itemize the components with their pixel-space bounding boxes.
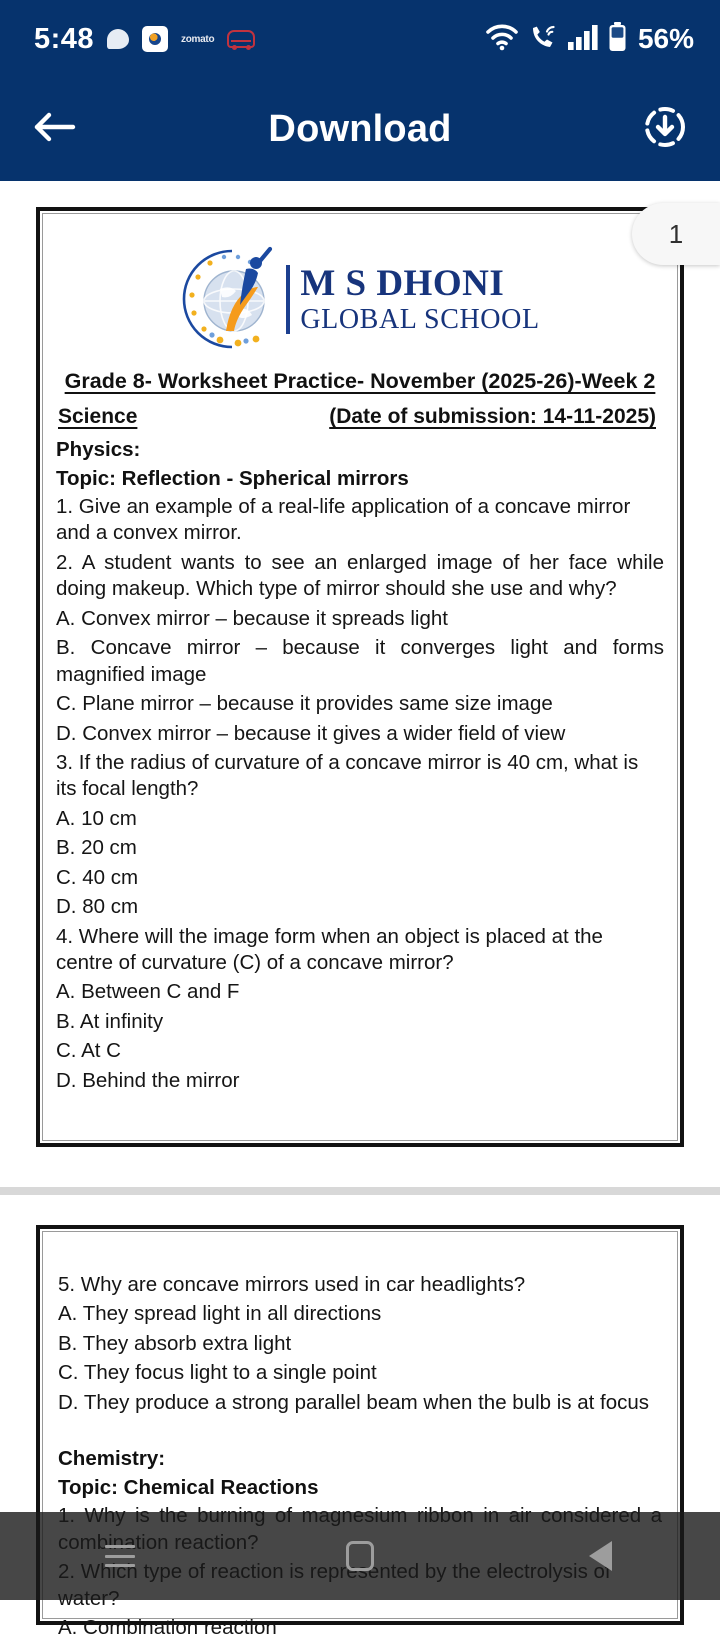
option-item: B. Concave mirror – because it converges light and forms magnified image xyxy=(56,636,664,686)
page-separator xyxy=(0,1187,720,1195)
back-nav-button[interactable] xyxy=(525,1512,675,1600)
question-item: 4. Where will the image form when an object is placed at the centre of curvature (C) of a concave mirror? xyxy=(56,924,603,974)
download-circle-icon xyxy=(641,103,689,156)
wifi-icon xyxy=(485,23,519,56)
option-item: B. They absorb extra light xyxy=(58,1331,292,1355)
question-item: 2. A student wants to see an enlarged image of her face while doing makeup. Which type of mirror should she use and why? xyxy=(56,550,664,601)
option-item: A. They spread light in all directions xyxy=(58,1302,382,1326)
back-arrow-icon xyxy=(31,107,79,152)
recents-button[interactable] xyxy=(45,1512,195,1600)
school-logo-icon xyxy=(180,247,284,351)
status-bar-left xyxy=(34,23,255,56)
app-bar xyxy=(0,78,720,181)
option-item: C. At C xyxy=(56,1039,121,1063)
option-item: A. Convex mirror – because it spreads light xyxy=(56,606,448,630)
option-item: A. Between C and F xyxy=(56,980,240,1004)
question-item: 3. If the radius of curvature of a concave mirror is 40 cm, what is its focal length? xyxy=(56,750,639,801)
battery-percent: 56% xyxy=(637,23,694,54)
option-item: D. Convex mirror – because it gives a wider field of view xyxy=(56,721,566,745)
school-name: M S DHONI xyxy=(300,262,505,304)
status-clock: 5:48 xyxy=(34,22,95,55)
subject-label: Science xyxy=(58,405,138,428)
page-title: Download xyxy=(268,108,452,150)
option-item: B. 20 cm xyxy=(56,836,137,860)
section-topic-physics: Topic: Reflection - Spherical mirrors xyxy=(56,467,409,490)
chat-bubble-icon xyxy=(107,29,129,49)
call-icon xyxy=(528,23,558,56)
recents-icon xyxy=(105,1545,135,1567)
option-item: D. They produce a strong parallel beam when the bulb is at focus xyxy=(58,1390,650,1414)
question-item: 5. Why are concave mirrors used in car headlights? xyxy=(58,1273,526,1296)
option-item: C. They focus light to a single point xyxy=(58,1361,377,1385)
blank-line xyxy=(58,1416,662,1438)
status-bar xyxy=(0,0,720,78)
android-nav-bar xyxy=(0,1512,720,1600)
document-page-1 xyxy=(36,207,684,1147)
option-item: D. Behind the mirror xyxy=(56,1068,240,1092)
option-item: D. 80 cm xyxy=(56,895,139,919)
signal-bars-icon xyxy=(567,23,599,56)
back-triangle-icon xyxy=(589,1541,612,1571)
option-item: C. 40 cm xyxy=(56,865,139,889)
section-heading-physics: Physics: xyxy=(56,438,141,461)
option-item: A. Combination reaction xyxy=(58,1615,277,1639)
option-item: C. Plane mirror – because it provides same size image xyxy=(56,692,553,716)
school-subtitle: GLOBAL SCHOOL xyxy=(300,303,540,335)
question-item: 1. Give an example of a real-life application of a concave mirror and a convex mirror. xyxy=(56,495,631,545)
battery-icon xyxy=(608,22,627,57)
status-bar-right xyxy=(485,22,694,57)
section-heading-chemistry: Chemistry: xyxy=(58,1447,166,1471)
zomato-icon: zomato xyxy=(181,33,215,45)
document-viewer[interactable] xyxy=(0,181,720,1639)
school-app-icon xyxy=(142,26,168,52)
option-item: B. At infinity xyxy=(56,1009,164,1033)
back-button[interactable] xyxy=(0,78,110,181)
logo-text-block xyxy=(286,262,540,335)
letterhead xyxy=(56,225,664,359)
option-item: A. 10 cm xyxy=(56,806,137,830)
worksheet-title: Grade 8- Worksheet Practice- November (2025-26)-Week 2 xyxy=(64,369,656,393)
home-button[interactable] xyxy=(285,1512,435,1600)
redbus-icon xyxy=(227,30,255,48)
home-icon xyxy=(346,1541,374,1571)
download-button[interactable] xyxy=(610,78,720,181)
section-topic-chemistry: Topic: Chemical Reactions xyxy=(58,1476,319,1500)
worksheet-meta xyxy=(56,405,664,429)
page-number-badge: 1 xyxy=(632,203,720,265)
submission-date: (Date of submission: 14-11-2025) xyxy=(329,405,656,428)
